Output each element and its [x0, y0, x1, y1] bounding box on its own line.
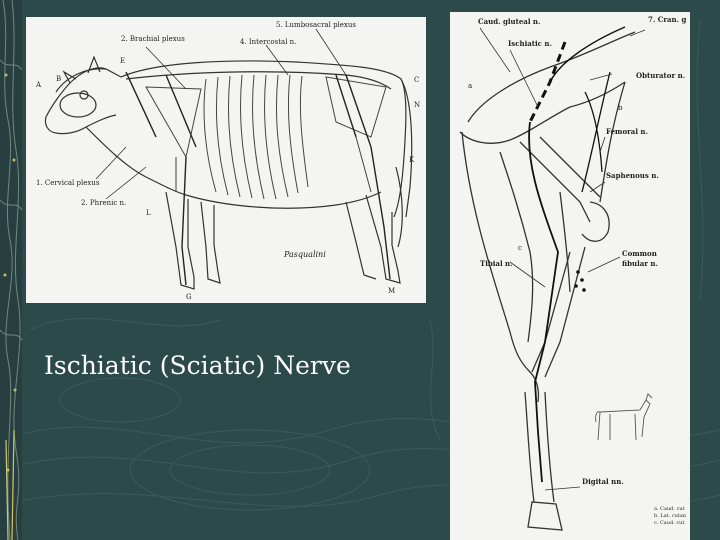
- label-g: G: [186, 293, 192, 301]
- artist-signature: Pasqualini: [284, 250, 326, 259]
- label-cervical-plexus: 1. Cervical plexus: [36, 179, 100, 187]
- label-m: M: [388, 287, 396, 295]
- slide-title: Ischiatic (Sciatic) Nerve: [44, 351, 351, 380]
- label-caud-gluteal: Caud. gluteal n.: [478, 17, 541, 26]
- leg-drawing: [450, 12, 690, 540]
- label-k: K: [409, 156, 415, 164]
- label-n: N: [414, 101, 421, 109]
- label-lumbosacral: 5. Lumbosacral plexus: [276, 21, 356, 29]
- label-brachial-plexus: 2. Brachial plexus: [121, 35, 185, 43]
- cow-drawing: [26, 17, 426, 303]
- legend-c: c. Caud. cut: [654, 520, 685, 526]
- label-saphenous: Saphenous n.: [606, 171, 659, 180]
- legend-a: a. Caud. cut: [654, 506, 685, 512]
- label-letter-a: a: [468, 82, 473, 90]
- label-letter-c: c: [518, 244, 522, 252]
- label-c: C: [414, 76, 420, 84]
- label-common-fibular-line2: fibular n.: [622, 259, 658, 268]
- label-digital: Digital nn.: [582, 477, 624, 486]
- label-a: A: [36, 81, 42, 89]
- legend-b: b. Lat. cutan: [654, 513, 687, 519]
- left-edge-texture: [0, 0, 22, 540]
- label-e: E: [120, 57, 126, 65]
- label-letter-b: b: [618, 104, 623, 112]
- label-b: B: [56, 75, 62, 83]
- hind-leg-nerve-diagram: [450, 12, 690, 540]
- cow-nerve-diagram: [26, 17, 426, 303]
- label-tibial: Tibial n.: [480, 259, 513, 268]
- label-femoral: Femoral n.: [606, 127, 648, 136]
- label-cran-gluteal: 7. Cran. g: [648, 15, 687, 24]
- label-obturator: Obturator n.: [636, 71, 686, 80]
- label-ischiatic: Ischiatic n.: [508, 39, 552, 48]
- label-intercostal: 4. Intercostal n.: [240, 38, 297, 46]
- label-phrenic: 2. Phrenic n.: [81, 199, 127, 207]
- label-l: L: [146, 209, 151, 217]
- label-common-fibular-line1: Common: [622, 249, 657, 258]
